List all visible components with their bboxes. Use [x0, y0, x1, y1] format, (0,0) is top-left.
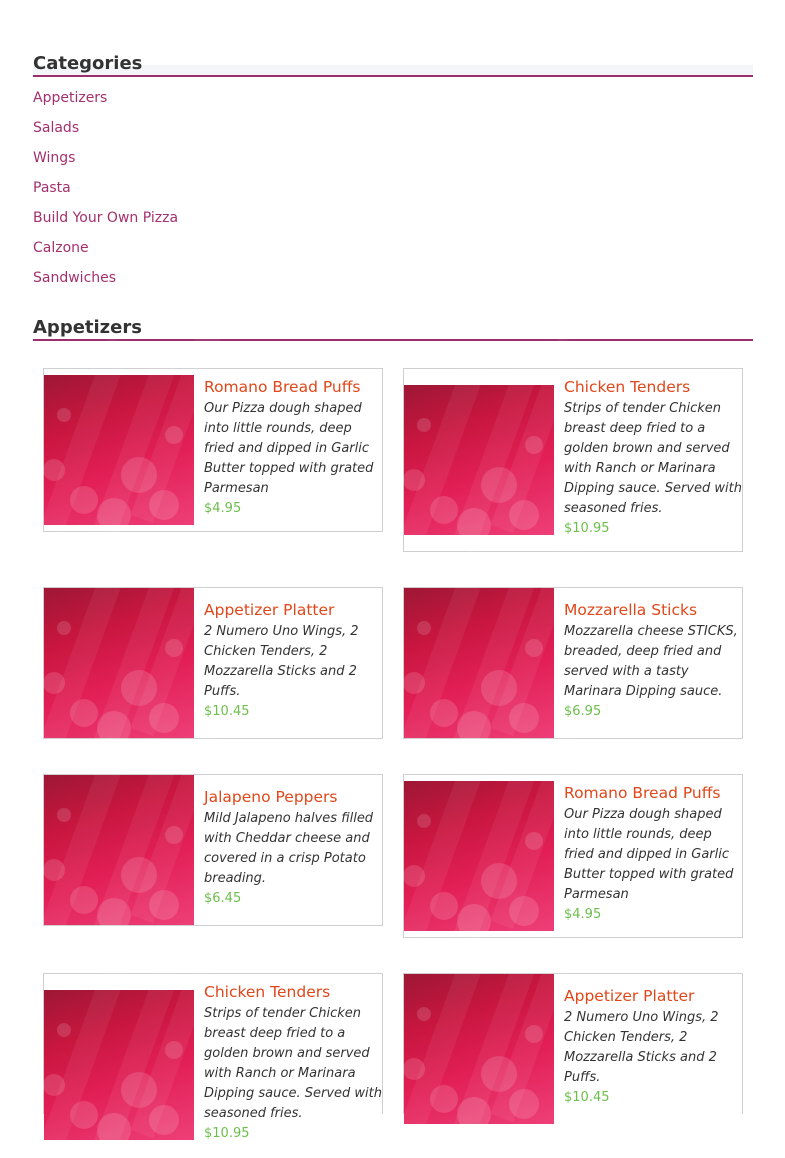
category-item [33, 119, 178, 149]
image-bokeh-circle [481, 670, 517, 706]
menu-item-price: $10.45 [564, 1090, 610, 1105]
menu-item-price: $4.95 [564, 907, 602, 922]
menu-item-price: $4.95 [204, 501, 242, 516]
menu-item-image [404, 588, 554, 738]
image-bokeh-circle [149, 1105, 179, 1135]
image-bokeh-circle [457, 508, 491, 542]
image-bokeh-circle [97, 898, 131, 932]
image-bokeh-circle [43, 1074, 65, 1096]
image-bokeh-circle [149, 490, 179, 520]
menu-item-image [404, 781, 554, 931]
image-bokeh-circle [121, 1072, 157, 1108]
image-bokeh-circle [509, 703, 539, 733]
image-bokeh-circle [417, 418, 431, 432]
menu-item-card[interactable] [403, 774, 743, 938]
menu-item-card[interactable] [43, 587, 383, 739]
image-bokeh-circle [430, 496, 458, 524]
category-item [33, 179, 178, 209]
category-item [33, 269, 178, 299]
image-bokeh-circle [525, 1025, 543, 1043]
menu-item-name[interactable]: Mozzarella Sticks [564, 601, 698, 619]
menu-item-card[interactable] [403, 587, 743, 739]
image-bokeh-circle [70, 886, 98, 914]
menu-item-description: Our Pizza dough shaped into little rounds, deep fried and dipped in Garlic Butter topped with grated Parmesan [204, 401, 374, 496]
menu-item-name[interactable]: Romano Bread Puffs [204, 378, 361, 396]
category-link-calzone[interactable]: Calzone [33, 240, 89, 256]
menu-item-description: Our Pizza dough shaped into little rounds, deep fried and dipped in Garlic Butter topped with grated Parmesan [564, 807, 734, 902]
image-bokeh-circle [57, 408, 71, 422]
image-bokeh-circle [525, 639, 543, 657]
menu-item-name[interactable]: Jalapeno Peppers [204, 788, 338, 806]
image-bokeh-circle [57, 1023, 71, 1037]
image-bokeh-circle [525, 436, 543, 454]
menu-item-price: $6.45 [204, 891, 242, 906]
image-bokeh-circle [417, 814, 431, 828]
category-item [33, 209, 178, 239]
menu-item-name[interactable]: Appetizer Platter [204, 601, 335, 619]
image-bokeh-circle [70, 1101, 98, 1129]
image-bokeh-circle [121, 457, 157, 493]
menu-item-description: Strips of tender Chicken breast deep fried to a golden brown and served with Ranch or Marinara Dipping sauce. Served with seasoned fries. [564, 401, 743, 516]
menu-item-price: $10.45 [204, 704, 250, 719]
image-bokeh-circle [149, 890, 179, 920]
image-bokeh-circle [430, 1085, 458, 1113]
image-bokeh-circle [525, 832, 543, 850]
menu-item-price: $10.95 [204, 1126, 250, 1141]
image-bokeh-circle [481, 467, 517, 503]
menu-item-name[interactable]: Romano Bread Puffs [564, 784, 721, 802]
menu-item-description: Mild Jalapeno halves filled with Cheddar cheese and covered in a crisp Potato breading. [204, 811, 374, 886]
image-bokeh-circle [165, 639, 183, 657]
menu-item-description: Strips of tender Chicken breast deep fried to a golden brown and served with Ranch or Marinara Dipping sauce. Served with seasoned fries. [204, 1006, 383, 1121]
menu-item-card[interactable] [43, 774, 383, 926]
image-bokeh-circle [43, 459, 65, 481]
menu-item-image [44, 375, 194, 525]
menu-item-image [44, 990, 194, 1140]
image-bokeh-circle [43, 672, 65, 694]
category-link-pasta[interactable]: Pasta [33, 180, 71, 196]
image-bokeh-circle [165, 426, 183, 444]
category-item [33, 149, 178, 179]
image-bokeh-circle [457, 711, 491, 745]
menu-item-card[interactable] [43, 973, 383, 1141]
menu-item-description: 2 Numero Uno Wings, 2 Chicken Tenders, 2 Mozzarella Sticks and 2 Puffs. [564, 1010, 719, 1085]
image-bokeh-circle [165, 826, 183, 844]
menu-item-card[interactable] [43, 368, 383, 532]
category-link-appetizers[interactable]: Appetizers [33, 90, 108, 106]
image-bokeh-circle [417, 1007, 431, 1021]
menu-item-name[interactable]: Appetizer Platter [564, 987, 695, 1005]
image-bokeh-circle [417, 621, 431, 635]
image-bokeh-circle [149, 703, 179, 733]
image-bokeh-circle [509, 500, 539, 530]
menu-item-description: 2 Numero Uno Wings, 2 Chicken Tenders, 2 Mozzarella Sticks and 2 Puffs. [204, 624, 359, 699]
category-link-wings[interactable]: Wings [33, 150, 76, 166]
category-link-salads[interactable]: Salads [33, 120, 80, 136]
menu-item-image [404, 385, 554, 535]
image-bokeh-circle [430, 892, 458, 920]
image-bokeh-circle [57, 808, 71, 822]
categories-heading: Categories [33, 53, 753, 77]
image-bokeh-circle [481, 863, 517, 899]
menu-item-price: $6.95 [564, 704, 602, 719]
image-bokeh-circle [43, 859, 65, 881]
image-bokeh-circle [430, 699, 458, 727]
image-bokeh-circle [165, 1041, 183, 1059]
menu-item-card[interactable] [403, 973, 743, 1114]
image-bokeh-circle [481, 1056, 517, 1092]
category-link-sandwiches[interactable]: Sandwiches [33, 270, 117, 286]
menu-item-description: Mozzarella cheese STICKS, breaded, deep fried and served with a tasty Marinara Dipping sauce. [564, 624, 738, 699]
menu-item-image [44, 588, 194, 738]
menu-item-image [44, 775, 194, 925]
image-bokeh-circle [97, 498, 131, 532]
image-bokeh-circle [403, 469, 425, 491]
category-list [33, 89, 178, 299]
image-bokeh-circle [97, 1113, 131, 1147]
image-bokeh-circle [457, 904, 491, 938]
image-bokeh-circle [70, 486, 98, 514]
menu-item-price: $10.95 [564, 521, 610, 536]
image-bokeh-circle [121, 857, 157, 893]
image-bokeh-circle [70, 699, 98, 727]
image-bokeh-circle [403, 1058, 425, 1080]
image-bokeh-circle [509, 1089, 539, 1119]
appetizers-heading: Appetizers [33, 317, 753, 341]
image-bokeh-circle [457, 1097, 491, 1131]
image-bokeh-circle [121, 670, 157, 706]
menu-item-image [404, 974, 554, 1124]
menu-item-card[interactable] [403, 368, 743, 552]
image-bokeh-circle [509, 896, 539, 926]
menu-item-name[interactable]: Chicken Tenders [204, 983, 331, 1001]
category-item [33, 89, 178, 119]
image-bokeh-circle [57, 621, 71, 635]
image-bokeh-circle [403, 672, 425, 694]
category-link-build-your-own-pizza[interactable]: Build Your Own Pizza [33, 210, 179, 226]
category-item [33, 239, 178, 269]
image-bokeh-circle [403, 865, 425, 887]
menu-item-name[interactable]: Chicken Tenders [564, 378, 691, 396]
